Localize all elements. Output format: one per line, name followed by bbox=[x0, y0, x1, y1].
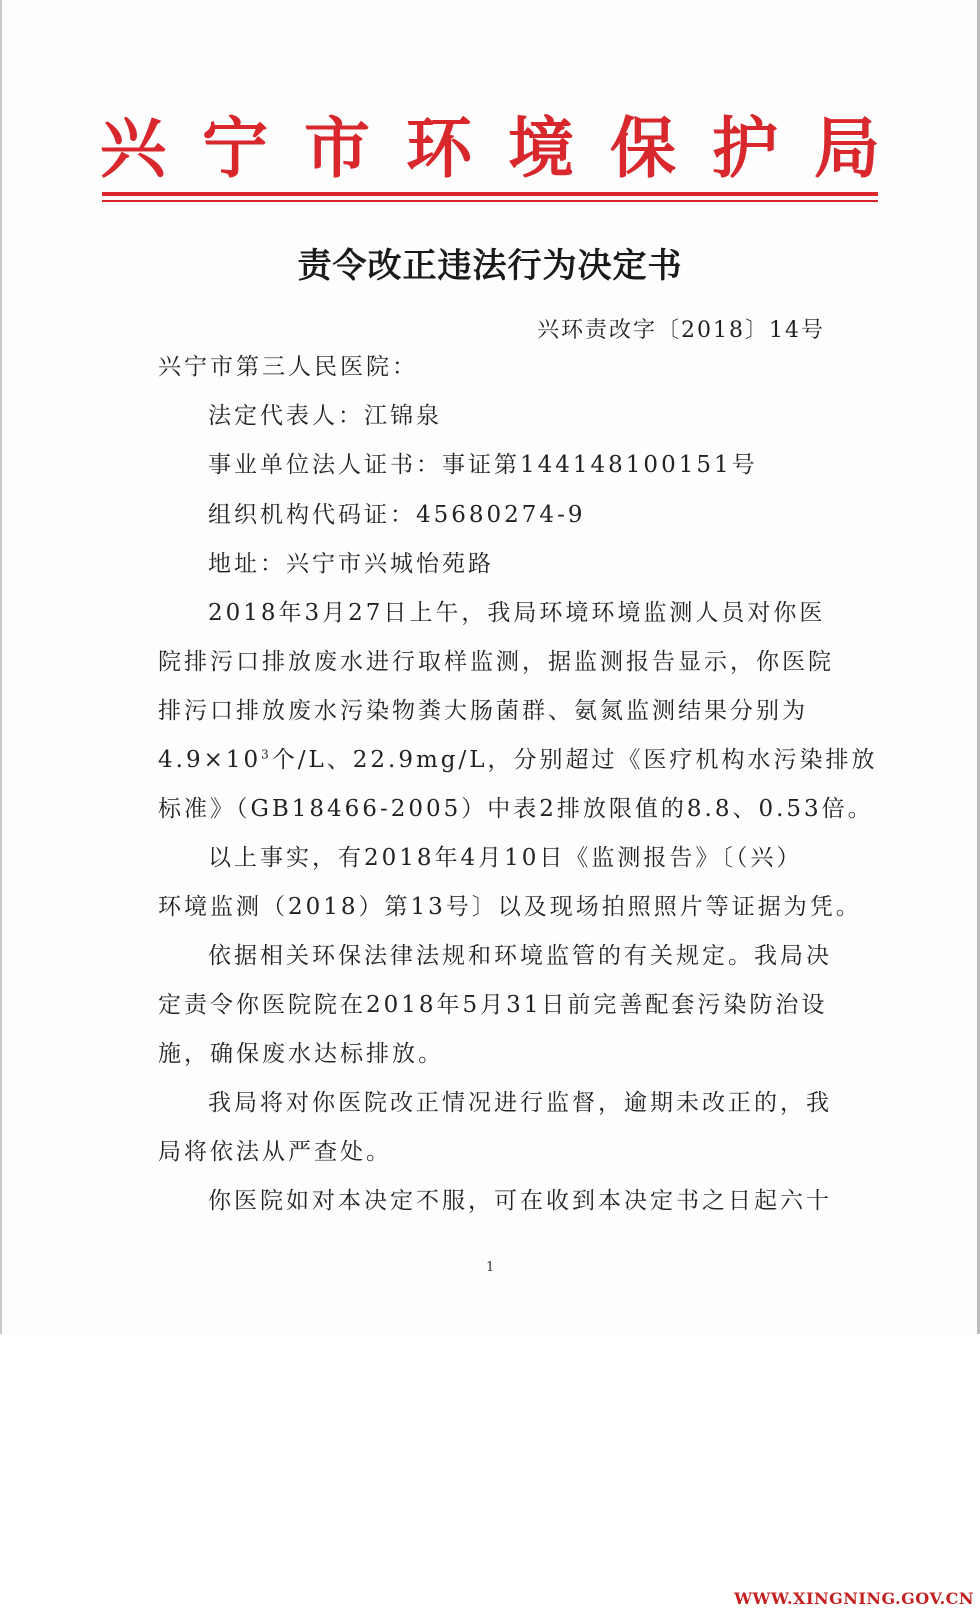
address: 地址：兴宁市兴城怡苑路 bbox=[208, 551, 494, 577]
document-title: 责令改正违法行为决定书 bbox=[297, 246, 683, 286]
paragraph-line bbox=[158, 741, 878, 774]
document-number: 兴环责改字〔2018〕14号 bbox=[537, 318, 825, 343]
paragraph-line: 局将依法从严查处。 bbox=[158, 1139, 392, 1165]
paragraph-line: 我局将对你医院改正情况进行监督，逾期未改正的，我 bbox=[208, 1090, 832, 1116]
page-number: 1 bbox=[486, 1260, 495, 1275]
paragraph-line: 院排污口排放废水进行取样监测，据监测报告显示，你医院 bbox=[158, 649, 834, 675]
paragraph-line: 环境监测（2018）第13号〕以及现场拍照照片等证据为凭。 bbox=[158, 894, 862, 920]
letterhead-char: 护 bbox=[712, 109, 778, 187]
exponent: 3 bbox=[261, 747, 272, 762]
paragraph-line: 定责令你医院院在2018年5月31日前完善配套污染防治设 bbox=[158, 992, 828, 1018]
bureau-letterhead bbox=[100, 108, 880, 188]
site-watermark: WWW.XINGNING.GOV.CN bbox=[734, 1589, 974, 1608]
letterhead-char: 市 bbox=[304, 109, 370, 187]
paragraph-line: 施，确保废水达标排放。 bbox=[158, 1041, 444, 1067]
scan-edge-left bbox=[0, 0, 2, 1334]
paragraph-line: 依据相关环保法律法规和环境监管的有关规定。我局决 bbox=[208, 943, 832, 969]
letterhead-rule-thin bbox=[102, 200, 878, 202]
paragraph-line-rest: 个/L、22.9mg/L，分别超过《医疗机构水污染排放 bbox=[271, 747, 878, 773]
letterhead-char: 环 bbox=[406, 109, 472, 187]
measurement-value: 4.9×10 bbox=[158, 747, 262, 773]
legal-representative: 法定代表人：江锦泉 bbox=[208, 403, 442, 429]
letterhead-char: 局 bbox=[814, 109, 880, 187]
letterhead-char: 境 bbox=[508, 109, 574, 187]
institution-certificate: 事业单位法人证书：事证第144148100151号 bbox=[208, 452, 758, 478]
paragraph-line: 以上事实，有2018年4月10日《监测报告》〔（兴） bbox=[208, 845, 803, 871]
paragraph-line: 排污口排放废水污染物粪大肠菌群、氨氮监测结果分别为 bbox=[158, 698, 808, 724]
letterhead-char: 宁 bbox=[202, 109, 268, 187]
paragraph-line: 你医院如对本决定不服，可在收到本决定书之日起六十 bbox=[208, 1188, 832, 1214]
recipient-name: 兴宁市第三人民医院： bbox=[158, 354, 418, 380]
organization-code: 组织机构代码证：45680274-9 bbox=[208, 502, 586, 528]
letterhead-rule-thick bbox=[102, 192, 878, 196]
paragraph-line: 标准》（GB18466-2005）中表2排放限值的8.8、0.53倍。 bbox=[158, 796, 874, 822]
paragraph-line: 2018年3月27日上午，我局环境环境监测人员对你医 bbox=[208, 600, 826, 626]
letterhead-char: 兴 bbox=[100, 109, 166, 187]
letterhead-char: 保 bbox=[610, 109, 676, 187]
